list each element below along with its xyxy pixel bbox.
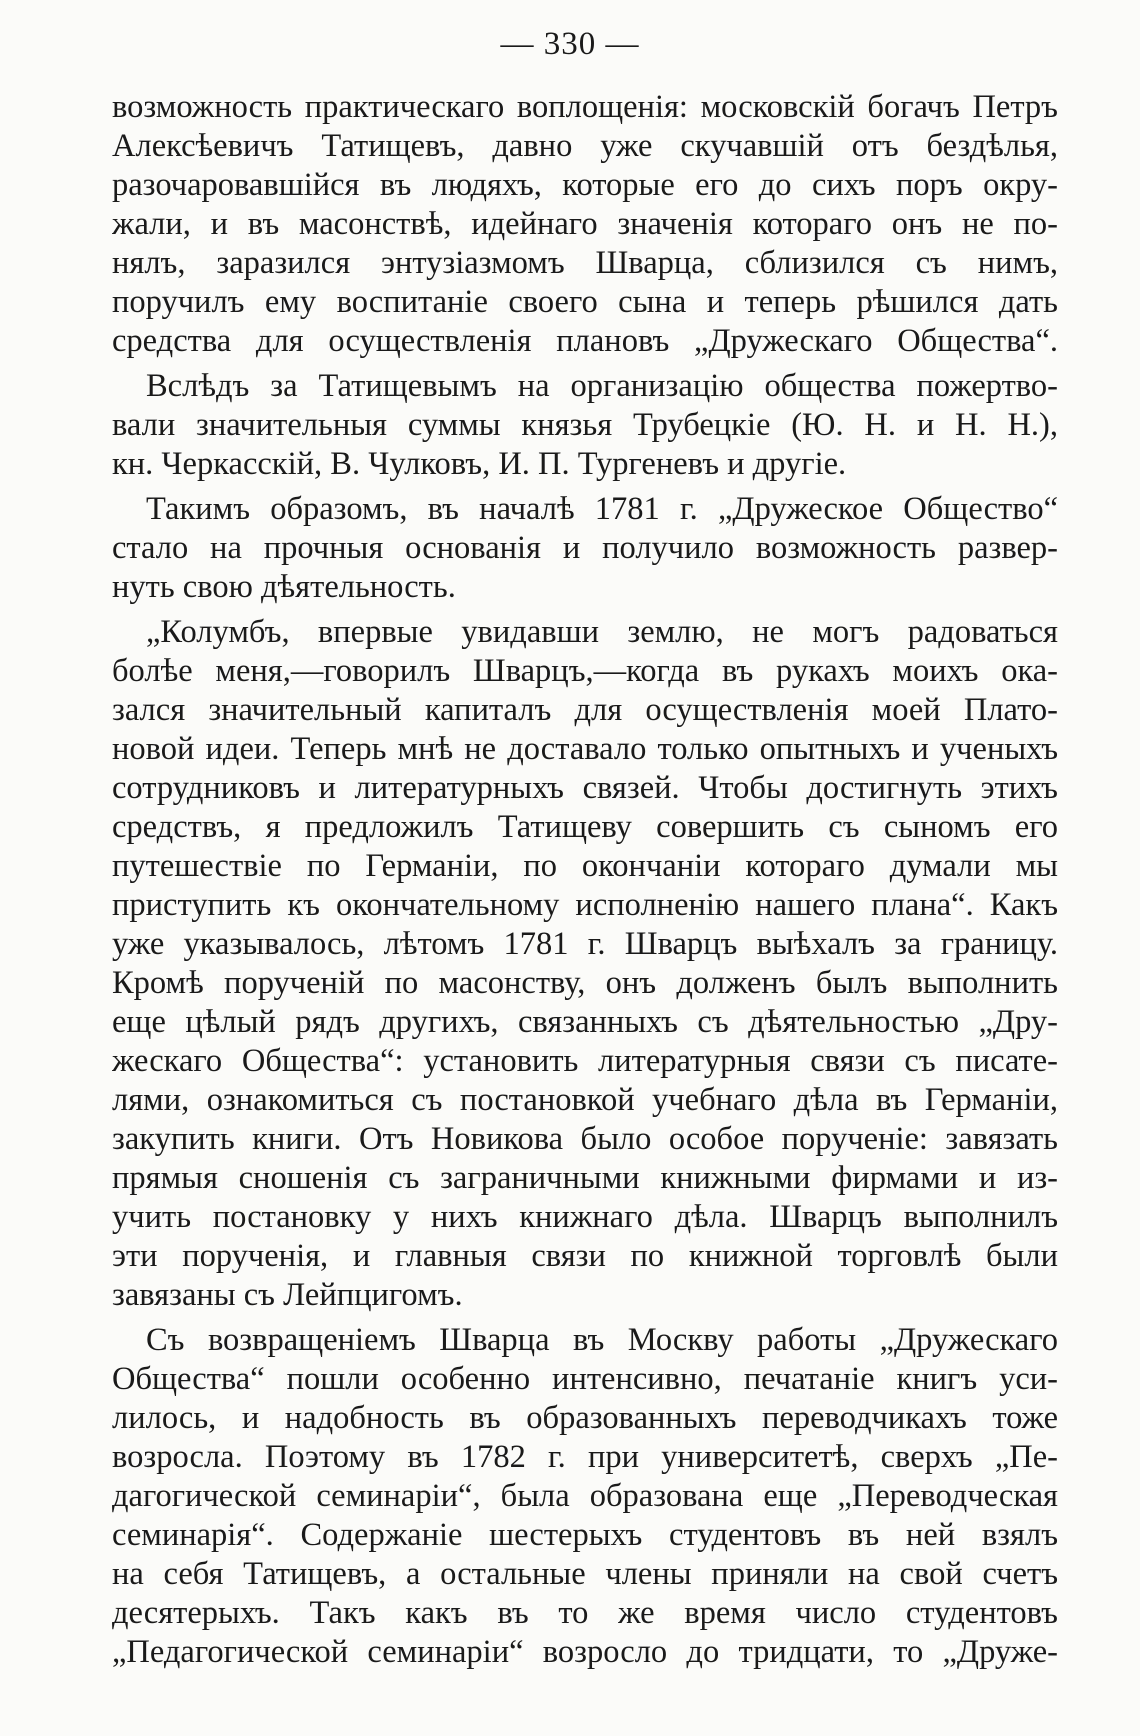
text-line: Такимъ образомъ, въ началѣ 1781 г. „Дружеское Общество“ — [146, 491, 1058, 527]
text-line: нялъ, заразился энтузіазмомъ Шварца, сблизился съ нимъ, — [112, 245, 1058, 281]
text-line: Алексѣевичъ Татищевъ, давно уже скучавшій отъ бездѣлья, — [112, 128, 1058, 164]
paragraph-3 — [112, 490, 1058, 607]
text-line: жали, и въ масонствѣ, идейнаго значенія котораго онъ не по- — [112, 206, 1058, 242]
text-line: средства для осуществленія плановъ „Дружескаго Общества“. — [112, 323, 1058, 359]
paragraph-1 — [112, 88, 1058, 361]
text-line: разочаровавшійся въ людяхъ, которые его до сихъ поръ окру- — [112, 167, 1058, 203]
page-text — [112, 88, 1058, 1672]
text-line: возможность практическаго воплощенія: московскій богачъ Петръ — [112, 89, 1058, 125]
text-line: десятерыхъ. Такъ какъ въ то же время число студентовъ — [112, 1595, 1058, 1631]
text-line: Вслѣдъ за Татищевымъ на организацію общества пожертво- — [146, 368, 1058, 404]
text-line: „Колумбъ, впервые увидавши землю, не могъ радоваться — [146, 614, 1058, 650]
text-line: лилось, и надобность въ образованныхъ переводчикахъ тоже — [112, 1400, 1058, 1436]
text-line: зался значительный капиталъ для осуществленія моей Плато- — [112, 692, 1058, 728]
text-line: „Педагогической семинаріи“ возросло до тридцати, то „Друже- — [112, 1634, 1058, 1670]
text-line: болѣе меня,—говорилъ Шварцъ,—когда въ рукахъ моихъ ока- — [112, 653, 1058, 689]
text-line: учить постановку у нихъ книжнаго дѣла. Шварцъ выполнилъ — [112, 1199, 1058, 1235]
text-line: возросла. Поэтому въ 1782 г. при университетѣ, сверхъ „Пе- — [112, 1439, 1058, 1475]
text-line: Съ возвращеніемъ Шварца въ Москву работы „Дружескаго — [146, 1322, 1058, 1358]
text-line: эти порученія, и главныя связи по книжной торговлѣ были — [112, 1238, 1058, 1274]
text-line: стало на прочныя основанія и получило возможность развер- — [112, 530, 1058, 566]
paragraph-2 — [112, 367, 1058, 484]
text-line: еще цѣлый рядъ другихъ, связанныхъ съ дѣятельностью „Дру- — [112, 1004, 1058, 1040]
text-line: семинарія“. Содержаніе шестерыхъ студентовъ въ ней взялъ — [112, 1517, 1058, 1553]
text-line: новой идеи. Теперь мнѣ не доставало только опытныхъ и ученыхъ — [112, 731, 1058, 767]
text-line: завязаны съ Лейпцигомъ. — [112, 1277, 463, 1313]
text-line: Кромѣ порученій по масонству, онъ долженъ былъ выполнить — [112, 965, 1058, 1001]
text-line: нуть свою дѣятельность. — [112, 569, 456, 605]
text-line: поручилъ ему воспитаніе своего сына и теперь рѣшился дать — [112, 284, 1058, 320]
text-line: путешествіе по Германіи, по окончаніи котораго думали мы — [112, 848, 1058, 884]
text-line: закупить книги. Отъ Новикова было особое порученіе: завязать — [112, 1121, 1058, 1157]
text-line: Общества“ пошли особенно интенсивно, печатаніе книгъ уси- — [112, 1361, 1058, 1397]
page-number: — 330 — — [500, 26, 640, 62]
text-line: вали значительныя суммы князья Трубецкіе (Ю. Н. и Н. Н.), — [112, 407, 1058, 443]
text-line: средствъ, я предложилъ Татищеву совершить съ сыномъ его — [112, 809, 1058, 845]
text-line: жескаго Общества“: установить литературныя связи съ писате- — [112, 1043, 1058, 1079]
text-line: лями, ознакомиться съ постановкой учебнаго дѣла въ Германіи, — [112, 1082, 1058, 1118]
paragraph-4 — [112, 613, 1058, 1315]
text-line: дагогической семинаріи“, была образована еще „Переводческая — [112, 1478, 1058, 1514]
paragraph-5 — [112, 1321, 1058, 1672]
text-line: уже указывалось, лѣтомъ 1781 г. Шварцъ выѣхалъ за границу. — [112, 926, 1058, 962]
text-line: сотрудниковъ и литературныхъ связей. Чтобы достигнуть этихъ — [112, 770, 1058, 806]
text-line: прямыя сношенія съ заграничными книжными фирмами и из- — [112, 1160, 1058, 1196]
text-line: кн. Черкасскій, В. Чулковъ, И. П. Тургеневъ и другіе. — [112, 446, 847, 482]
text-line: на себя Татищевъ, а остальные члены приняли на свой счетъ — [112, 1556, 1058, 1592]
text-line: приступить къ окончательному исполненію нашего плана“. Какъ — [112, 887, 1058, 923]
